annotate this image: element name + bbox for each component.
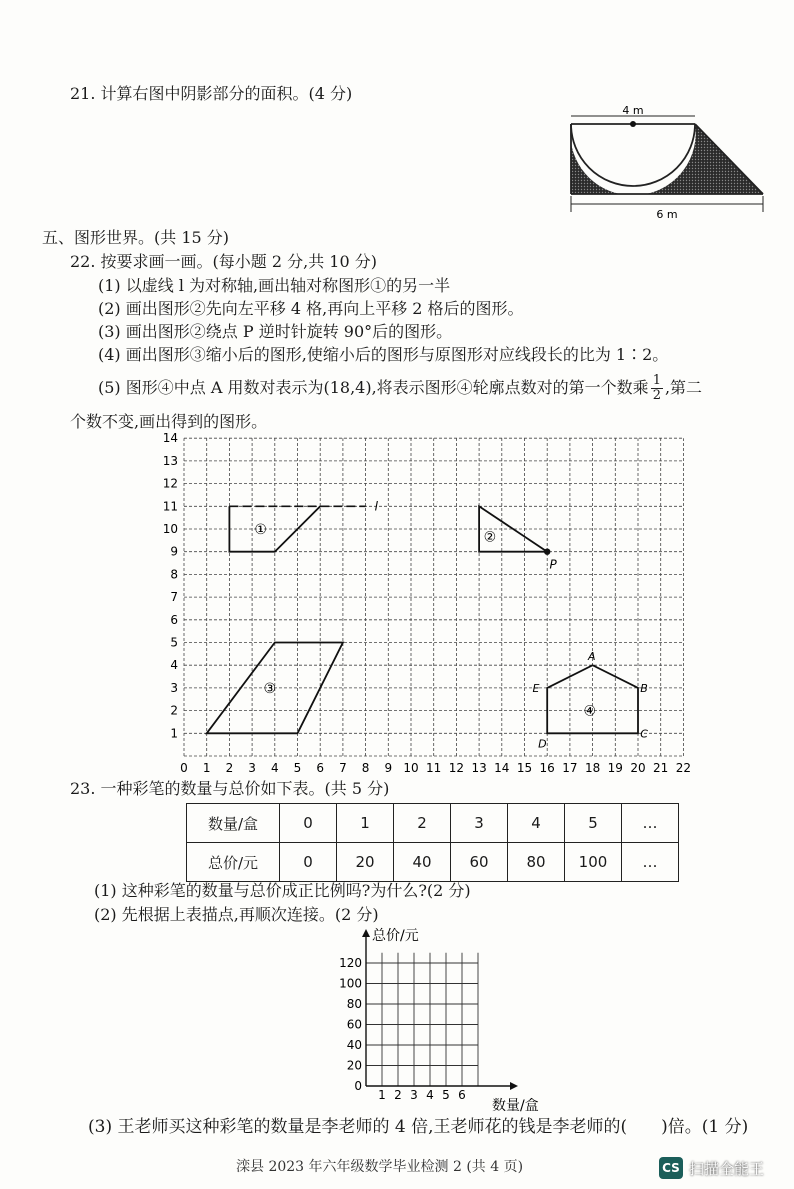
x-tick-label: 18 — [584, 761, 601, 775]
coordinate-grid — [150, 430, 710, 778]
x-tick-label: 4 — [426, 1088, 434, 1102]
q23-sub2: (2) 先根据上表描点,再顺次连接。(2 分) — [94, 905, 379, 924]
x-tick-label: 11 — [426, 761, 442, 775]
x-tick-label: 7 — [339, 761, 347, 775]
table-row — [187, 843, 679, 882]
x-tick-label: 16 — [539, 761, 555, 775]
shape-4-label: ④ — [583, 703, 597, 720]
point-P-dot — [544, 549, 550, 555]
y-tick-label: 40 — [346, 1038, 362, 1052]
row1-header: 数量/盒 — [187, 804, 280, 843]
y-tick-label: 6 — [170, 612, 178, 627]
q22-item3: (3) 画出图形②绕点 P 逆时针旋转 90°后的图形。 — [98, 322, 453, 341]
chart-x-title: 数量/盒 — [492, 1098, 539, 1112]
fraction-half: $\frac{1}{2}$ — [652, 373, 661, 403]
x-tick-label: 3 — [248, 761, 256, 775]
x-tick-label: 12 — [448, 761, 465, 775]
table-cell: … — [622, 843, 679, 882]
point-E-label: E — [532, 681, 540, 695]
q23-title: 23. 一种彩笔的数量与总价如下表。(共 5 分) — [70, 779, 390, 798]
q21-bottom-label: 6 m — [656, 208, 678, 221]
table-cell: 60 — [451, 843, 508, 882]
x-tick-label: 2 — [225, 761, 234, 775]
q21-semicircle — [571, 124, 695, 186]
y-tick-label: 1 — [170, 726, 178, 741]
q22-item5-cont: 个数不变,画出得到的图形。 — [70, 412, 268, 431]
y-tick-label: 4 — [170, 658, 178, 673]
point-D-label: D — [538, 737, 547, 751]
q22-item2: (2) 画出图形②先向左平移 4 格,再向上平移 2 格后的图形。 — [98, 299, 524, 318]
price-chart-grid — [320, 926, 540, 1112]
y-axis-arrow-icon — [362, 929, 370, 937]
shape-3-label: ③ — [263, 680, 277, 697]
y-tick-label: 20 — [346, 1058, 362, 1073]
scanner-watermark — [659, 1157, 764, 1179]
scanner-brand: 扫描全能王 — [689, 1159, 765, 1178]
y-tick-label: 0 — [354, 1079, 362, 1093]
q22-item1: (1) 以虚线 l 为对称轴,画出轴对称图形①的另一半 — [98, 276, 451, 295]
x-tick-label: 20 — [630, 761, 646, 775]
y-tick-label: 5 — [170, 635, 178, 650]
table-cell: 0 — [280, 804, 337, 843]
axis-label-l: l — [374, 499, 379, 514]
q21-text: 21. 计算右图中阴影部分的面积。(4 分) — [70, 84, 353, 103]
table-row — [187, 804, 679, 843]
q22-item5: (5) 图形④中点 A 用数对表示为(18,4),将表示图形④轮廓点数对的第一个数乘 $\frac{1}{2}$ ,第二 — [98, 373, 703, 403]
x-tick-label: 9 — [384, 761, 393, 775]
page-footer: 滦县 2023 年六年级数学毕业检测 2 (共 4 页) — [236, 1159, 524, 1175]
shape-1-label: ① — [254, 522, 267, 538]
x-tick-label: 5 — [293, 761, 302, 775]
y-tick-label: 14 — [162, 431, 178, 446]
y-tick-label: 9 — [170, 544, 178, 559]
x-tick-label: 6 — [458, 1088, 466, 1102]
y-tick-label: 8 — [170, 567, 178, 582]
x-tick-label: 1 — [378, 1088, 386, 1102]
q23-sub1: (1) 这种彩笔的数量与总价成正比例吗?为什么?(2 分) — [94, 881, 471, 900]
q21-center-point — [630, 121, 636, 127]
price-table — [186, 803, 679, 882]
table-cell: 3 — [451, 804, 508, 843]
point-C-label: C — [640, 727, 648, 741]
chart-y-title: 总价/元 — [372, 928, 419, 944]
x-tick-label: 19 — [607, 761, 623, 775]
q22-title: 22. 按要求画一画。(每小题 2 分,共 10 分) — [70, 252, 377, 271]
x-tick-label: 8 — [361, 761, 370, 775]
y-tick-label: 7 — [170, 590, 178, 605]
x-tick-label: 6 — [316, 761, 325, 775]
point-B-label: B — [640, 681, 648, 695]
table-cell: 0 — [280, 843, 337, 882]
section5-title: 五、图形世界。(共 15 分) — [42, 228, 230, 247]
table-cell: 80 — [508, 843, 565, 882]
x-tick-label: 2 — [394, 1088, 402, 1102]
q21-top-label: 4 m — [622, 104, 644, 117]
y-tick-label: 80 — [346, 997, 362, 1011]
y-tick-label: 3 — [170, 680, 178, 695]
x-tick-label: 3 — [410, 1088, 418, 1102]
table-cell: 40 — [394, 843, 451, 882]
table-cell: 1 — [337, 804, 394, 843]
camscanner-logo-icon: CS — [659, 1157, 683, 1179]
table-cell: … — [622, 804, 679, 843]
q21-figure — [562, 104, 772, 224]
y-tick-label: 13 — [162, 453, 178, 468]
x-axis-arrow-icon — [510, 1082, 518, 1090]
y-tick-label: 2 — [170, 703, 178, 718]
y-tick-label: 100 — [339, 976, 362, 991]
table-cell: 4 — [508, 804, 565, 843]
x-tick-label: 14 — [494, 761, 510, 775]
x-tick-label: 1 — [202, 761, 211, 775]
x-tick-label: 22 — [675, 761, 692, 775]
table-cell: 100 — [565, 843, 622, 882]
y-tick-label: 60 — [346, 1017, 362, 1032]
table-cell: 2 — [394, 804, 451, 843]
y-tick-label: 10 — [162, 522, 178, 536]
shape-2-label: ② — [483, 529, 497, 546]
table-cell: 20 — [337, 843, 394, 882]
y-tick-label: 120 — [339, 956, 362, 970]
x-tick-label: 4 — [270, 761, 279, 775]
x-tick-label: 5 — [442, 1088, 450, 1102]
x-tick-label: 17 — [562, 761, 578, 775]
table-cell: 5 — [565, 804, 622, 843]
point-A-label: A — [588, 650, 596, 664]
y-tick-label: 11 — [162, 499, 178, 514]
q23-sub3: (3) 王老师买这种彩笔的数量是李老师的 4 倍,王老师花的钱是李老师的( )倍。(1 分) — [88, 1117, 749, 1137]
x-tick-label: 21 — [653, 761, 669, 775]
x-tick-label: 10 — [403, 761, 419, 775]
point-P-label: P — [549, 557, 557, 572]
x-tick-label: 13 — [471, 761, 487, 775]
x-tick-label: 15 — [516, 761, 533, 775]
y-tick-label: 12 — [162, 476, 178, 491]
row2-header: 总价/元 — [187, 843, 280, 882]
x-tick-label: 0 — [180, 761, 188, 775]
q22-item4: (4) 画出图形③缩小后的图形,使缩小后的图形与原图形对应线段长的比为 1∶2。 — [98, 345, 669, 364]
